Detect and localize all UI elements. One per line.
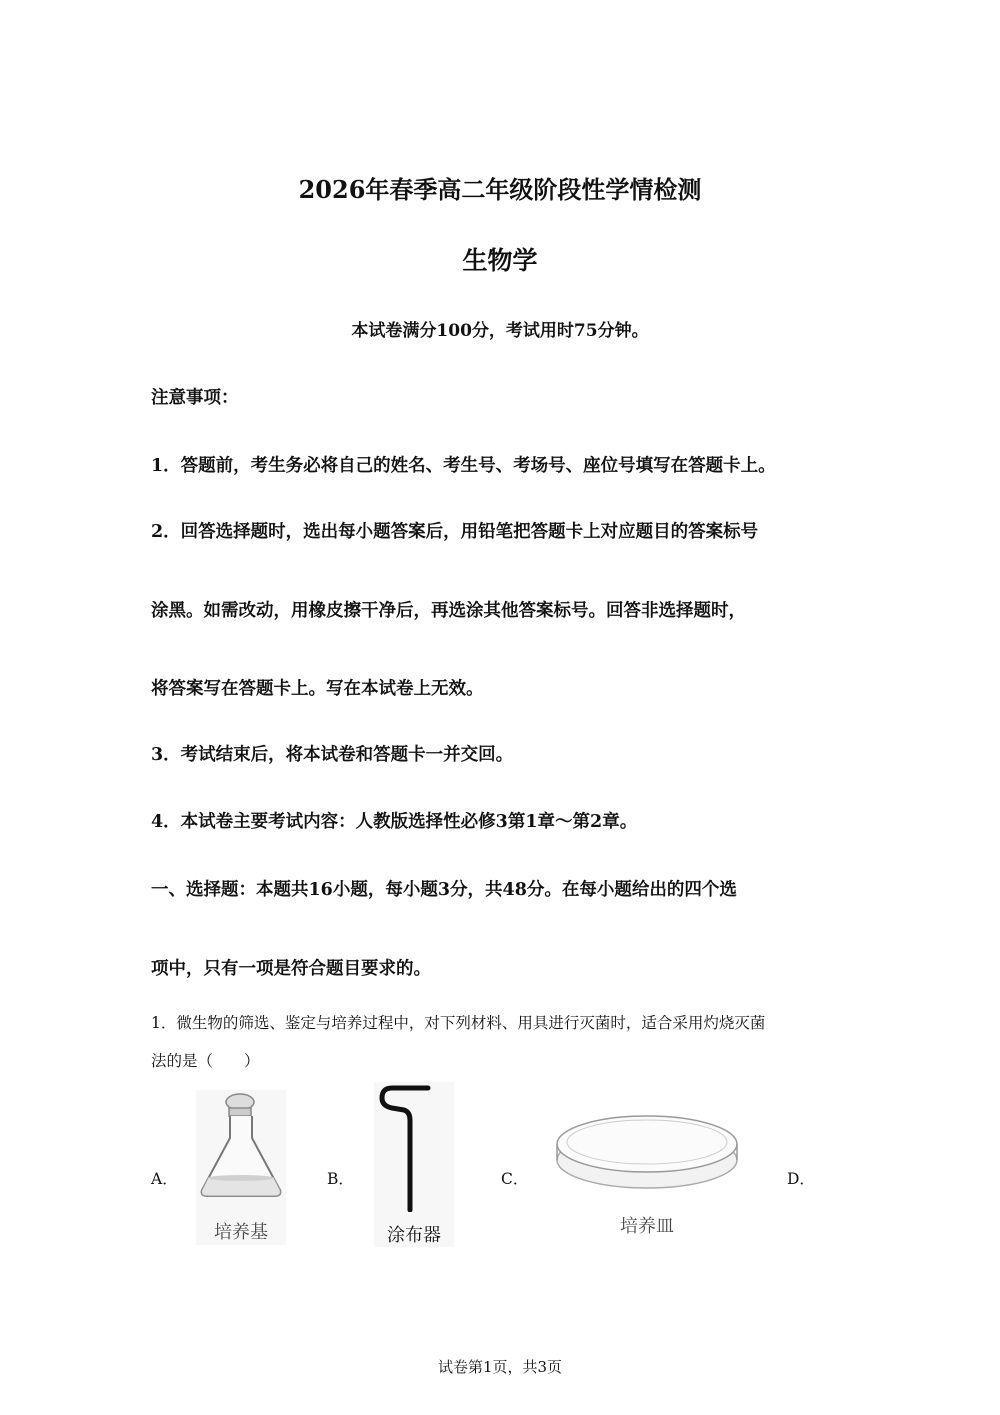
option-a-caption: 培养基 <box>214 1222 268 1243</box>
subject-title: 生物学 <box>462 246 538 275</box>
option-c-label: C． <box>501 1170 529 1188</box>
section-heading-line-1: 一、选择题：本题共16小题，每小题3分，共48分。在每小题给出的四个选 <box>151 880 737 900</box>
spreader-icon <box>374 1082 454 1212</box>
note-line-3: 涂黑。如需改动，用橡皮擦干净后，再选涂其他答案标号。回答非选择题时， <box>151 601 746 621</box>
note-line-5: 3．考试结束后，将本试卷和答题卡一并交回。 <box>151 745 514 765</box>
option-d-label: D． <box>787 1170 815 1188</box>
option-a-image <box>196 1090 286 1245</box>
note-line-4: 将答案写在答题卡上。写在本试卷上无效。 <box>151 679 484 699</box>
note-line-2: 2．回答选择题时，选出每小题答案后，用铅笔把答题卡上对应题目的答案标号 <box>151 522 759 542</box>
note-line-6: 4．本试卷主要考试内容：人教版选择性必修3第1章～第2章。 <box>151 812 638 832</box>
option-c-image <box>553 1108 741 1243</box>
question-1-stem-line-1: 1．微生物的筛选、鉴定与培养过程中，对下列材料、用具进行灭菌时，适合采用灼烧灭菌 <box>151 1014 766 1032</box>
option-b-label: B． <box>327 1170 354 1188</box>
exam-title: 2026年春季高二年级阶段性学情检测 <box>298 175 702 204</box>
exam-intro: 本试卷满分100分，考试用时75分钟。 <box>351 321 649 341</box>
petri-dish-icon <box>553 1108 741 1198</box>
option-b-image <box>374 1082 454 1247</box>
option-c-caption: 培养皿 <box>620 1216 674 1237</box>
option-a-label: A． <box>151 1170 178 1188</box>
section-heading-line-2: 项中，只有一项是符合题目要求的。 <box>151 959 431 979</box>
option-b-caption: 涂布器 <box>387 1225 441 1246</box>
page-footer: 试卷第1页，共3页 <box>437 1358 563 1376</box>
question-1-stem-line-2: 法的是（ ） <box>151 1052 260 1070</box>
notes-heading: 注意事项： <box>151 388 239 408</box>
flask-icon <box>196 1090 286 1210</box>
note-line-1: 1．答题前，考生务必将自己的姓名、考生号、考场号、座位号填写在答题卡上。 <box>151 456 776 476</box>
